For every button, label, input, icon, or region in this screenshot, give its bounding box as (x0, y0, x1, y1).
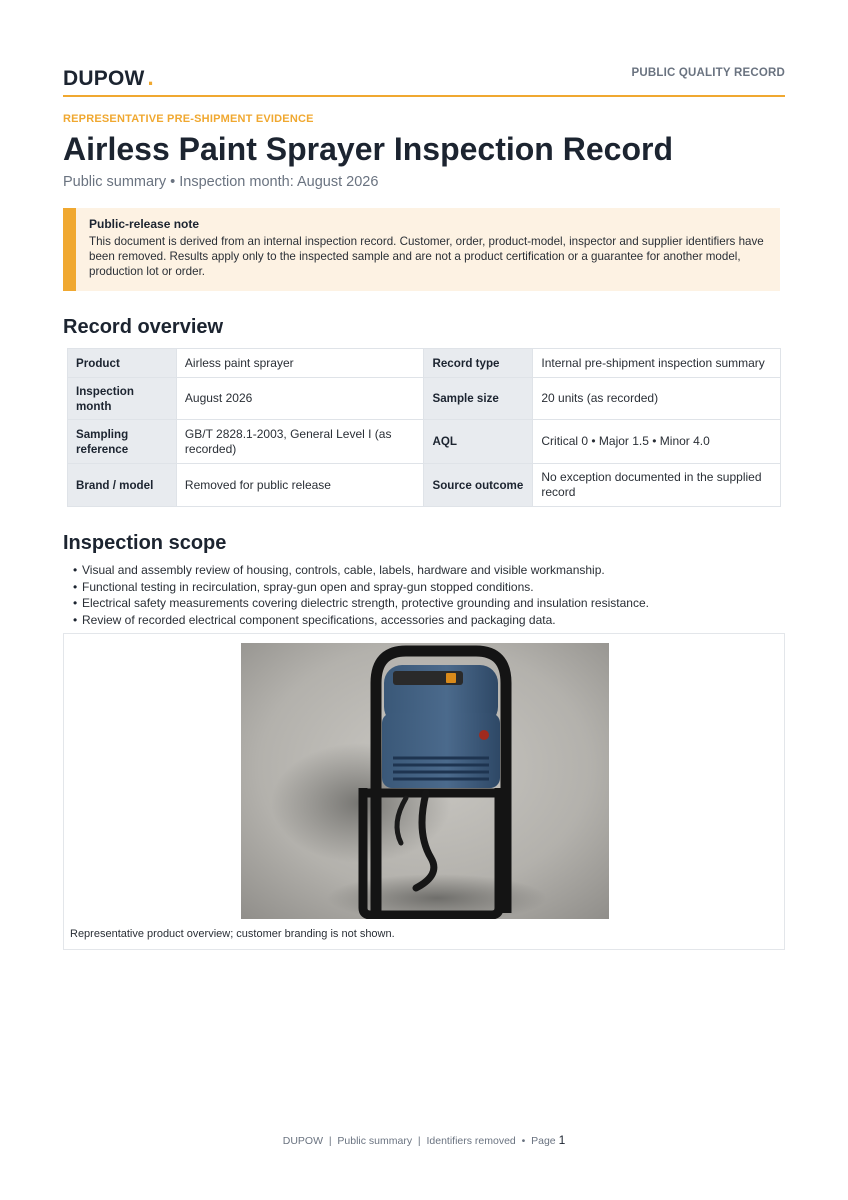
table-row (68, 420, 781, 464)
table-row (68, 349, 781, 378)
page-subtitle: Public summary • Inspection month: August 2026 (63, 174, 379, 190)
row-value: Airless paint sprayer (176, 349, 424, 378)
row-label: Record type (424, 349, 533, 378)
list-item: • Review of recorded electrical component specifications, accessories and packaging data. (73, 612, 785, 629)
inspection-scope-heading: Inspection scope (63, 532, 227, 554)
footer-text: DUPOW | Public summary | Identifiers removed • Page (282, 1135, 556, 1147)
page-title: Airless Paint Sprayer Inspection Record (63, 131, 673, 167)
page-number: 1 (558, 1133, 566, 1147)
row-value: Removed for public release (176, 464, 424, 507)
record-overview-table (67, 348, 781, 507)
row-value: GB/T 2828.1-2003, General Level I (as recorded) (176, 420, 424, 464)
record-overview-heading: Record overview (63, 316, 224, 338)
row-label: AQL (424, 420, 533, 464)
row-label: Source outcome (424, 464, 533, 507)
list-item: • Electrical safety measurements covering dielectric strength, protective grounding and insulation resistance. (73, 595, 785, 612)
row-value: No exception documented in the supplied record (533, 464, 781, 507)
figure-caption: Representative product overview; customer branding is not shown. (70, 928, 395, 940)
list-item: • Functional testing in recirculation, spray-gun open and spray-gun stopped conditions. (73, 579, 785, 596)
list-item: • Visual and assembly review of housing, controls, cable, labels, hardware and visible workmanship. (73, 562, 785, 579)
note-title: Public-release note (89, 217, 200, 231)
row-label: Inspection month (68, 378, 177, 420)
document-kind-label: PUBLIC QUALITY RECORD (631, 67, 785, 79)
page-footer (0, 1133, 848, 1147)
row-value: Internal pre-shipment inspection summary (533, 349, 781, 378)
row-value: August 2026 (176, 378, 424, 420)
table-row (68, 464, 781, 507)
table-row (68, 378, 781, 420)
public-release-note (63, 208, 780, 291)
document-page (63, 62, 785, 950)
row-value: Critical 0 • Major 1.5 • Minor 4.0 (533, 420, 781, 464)
row-label: Product (68, 349, 177, 378)
product-figure (63, 633, 785, 950)
brand-name: DUPOW (63, 67, 145, 90)
brand-dot: . (147, 65, 154, 90)
row-label: Sampling reference (68, 420, 177, 464)
row-value: 20 units (as recorded) (533, 378, 781, 420)
product-photo (241, 643, 609, 919)
note-body: This document is derived from an internal inspection record. Customer, order, product-model, inspector and supplier identifiers have been removed. Results apply only to the inspected sample and are not a product certification or a guarantee for another model, production lot or order. (89, 235, 764, 278)
eyebrow-label: REPRESENTATIVE PRE-SHIPMENT EVIDENCE (63, 113, 314, 125)
document-header (63, 62, 785, 97)
brand-logo (63, 62, 154, 95)
row-label: Sample size (424, 378, 533, 420)
inspection-scope-list (73, 562, 785, 628)
row-label: Brand / model (68, 464, 177, 507)
